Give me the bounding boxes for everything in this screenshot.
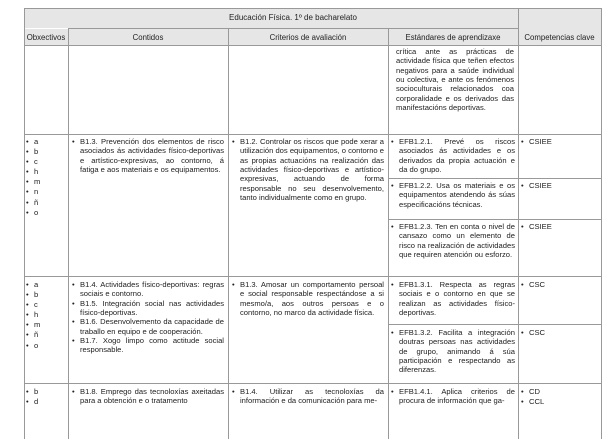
criterio-text: • B1.4. Utilizar as tecnoloxías da información e da comunicación para me-: [232, 387, 384, 406]
competencia-item: • CSC: [521, 280, 599, 289]
obxectivo-item: • b: [26, 147, 66, 157]
competencias-header: Competencias clave: [524, 33, 595, 42]
estandar-cell: [391, 181, 515, 209]
estandar-text: • EFB1.2.2. Usa os materiais e os equipamentos atendendo ás súas especificacións técnicas.: [391, 181, 515, 209]
obxectivo-item: • h: [26, 310, 66, 320]
contido-item: • B1.6. Desenvolvemento da capacidade de traballo en equipo e de cooperación.: [72, 317, 224, 336]
obxectivo-item: • m: [26, 177, 66, 187]
contido-item: • B1.3. Prevención dos elementos de risco asociados ás actividades físico-deportivas e artístico-expresivas, ao contorno, á fatiga e aos materiais e os equipamentos.: [72, 137, 224, 174]
criterio-cell: [232, 137, 384, 202]
estandar-text: • EFB1.2.1. Prevé os riscos asociados ás actividades e os derivados da propia actuación e da do grupo.: [391, 137, 515, 174]
competencia-item: • CCL: [521, 397, 599, 407]
competencia-cell: [521, 328, 599, 337]
contido-item: • B1.8. Emprego das tecnoloxías axeitadas para a obtención e o tratamento: [72, 387, 224, 406]
estandar-text: • EFB1.2.3. Ten en conta o nivel de cansazo como un elemento de risco na realización de actividades que requiren atención ou esforzo.: [391, 222, 515, 259]
contidos-list: [72, 137, 224, 174]
obxectivo-item: • b: [26, 387, 66, 397]
competencia-cell: [521, 137, 599, 146]
obxectivo-item: • ñ: [26, 330, 66, 340]
obxectivo-item: • a: [26, 280, 66, 290]
contido-item: • B1.5. Integración social nas actividades físico-deportivas.: [72, 299, 224, 318]
estandar-cell: [391, 387, 515, 406]
contidos-header: Contidos: [132, 33, 164, 42]
contidos-list: [72, 280, 224, 355]
criterio-cell: [232, 280, 384, 317]
competencia-item: • CSIEE: [521, 137, 599, 146]
criterio-text: • B1.2. Controlar os riscos que pode xerar a utilización dos equipamentos, o contorno e as propias actuacións na realización das actividades físico-deportivas e artístico-expresivas, actuando de forma responsable no seu desenvolvemento, tanto individualmente como en grupo.: [232, 137, 384, 202]
obxectivo-item: • d: [26, 397, 66, 407]
estandar-text: • EFB1.3.2. Facilita a integración doutras persoas nas actividades de grupo, animando á súa participación e respectando as diferenzas.: [391, 328, 515, 375]
obxectivos-list: [26, 387, 66, 407]
obxectivo-item: • o: [26, 341, 66, 351]
table-title: Educación Física. 1º de bacharelato: [229, 13, 357, 22]
estandar-continuation: crítica ante as prácticas de actividade física que teñen efectos negativos para a saúde individual ou colectiva, e ante os fenómenos socioculturais relacionados coa corporalidade e os derivados das manifestacións deportivas.: [396, 47, 514, 112]
contido-item: • B1.4. Actividades físico-deportivas: regras sociais e contorno.: [72, 280, 224, 299]
competencia-cell: [521, 222, 599, 231]
obxectivos-header: Obxectivos: [26, 33, 66, 42]
estandar-cell: [391, 222, 515, 259]
obxectivos-list: [26, 137, 66, 218]
estandar-cell: [391, 328, 515, 375]
contido-item: • B1.7. Xogo limpo como actitude social responsable.: [72, 336, 224, 355]
estandar-text: • EFB1.4.1. Aplica criterios de procura de información que ga-: [391, 387, 515, 406]
obxectivos-list: [26, 280, 66, 351]
competencia-cell: [521, 181, 599, 190]
competencia-item: • CSC: [521, 328, 599, 337]
obxectivo-item: • c: [26, 157, 66, 167]
competencia-item: • CSIEE: [521, 222, 599, 231]
competencia-cell: [521, 387, 599, 407]
obxectivo-item: • b: [26, 290, 66, 300]
obxectivo-item: • h: [26, 167, 66, 177]
criterio-text: • B1.3. Amosar un comportamento persoal e social responsable respectándose a si mesmo/a, aos outros persoas e o contorno, no marco da actividade física.: [232, 280, 384, 317]
estandar-cell: [391, 137, 515, 174]
obxectivo-item: • a: [26, 137, 66, 147]
obxectivo-item: • m: [26, 320, 66, 330]
estandar-text: • EFB1.3.1. Respecta as regras sociais e o contorno en que se realizan as actividades físico-deportivas.: [391, 280, 515, 317]
obxectivo-item: • n: [26, 187, 66, 197]
competencia-item: • CSIEE: [521, 181, 599, 190]
competencia-item: • CD: [521, 387, 599, 397]
contidos-list: [72, 387, 224, 406]
obxectivo-item: • o: [26, 208, 66, 218]
estandar-cell: [391, 280, 515, 317]
criterios-header: Criterios de avaliación: [269, 33, 347, 42]
obxectivo-item: • c: [26, 300, 66, 310]
competencia-cell: [521, 280, 599, 289]
criterio-cell: [232, 387, 384, 406]
obxectivo-item: • ñ: [26, 198, 66, 208]
estandares-header: Estándares de aprendizaxe: [405, 33, 501, 42]
